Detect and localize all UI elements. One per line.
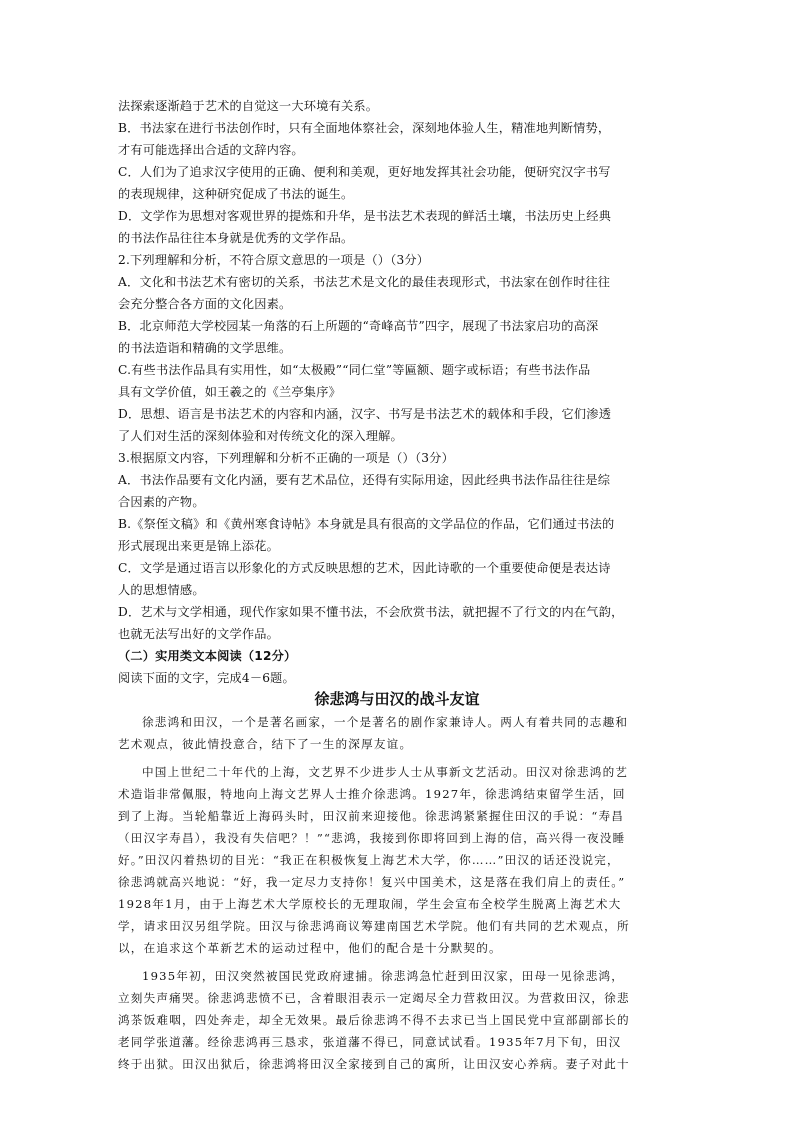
passage-p2-line: 到了上海。当轮船靠近上海码头时，田汉前来迎接他。徐悲鸿紧紧握住田汉的手说：“寿昌 — [118, 809, 625, 823]
section-heading: （二）实用类文本阅读（12分） — [118, 649, 297, 663]
passage-p2-line: 术造诣非常佩服，特地向上海文艺界人士推介徐悲鸿。1927年，徐悲鸿结束留学生活，回 — [118, 787, 626, 801]
passage-p2-line: 1928年1月，由于上海艺术大学原校长的无理取闹，学生会宣布全校学生脱离上海艺术大 — [118, 897, 622, 911]
q3-option-c-cont: 人的思想情感。 — [118, 583, 205, 597]
q2-option-b-cont: 的书法造诣和精确的文学思维。 — [118, 341, 292, 355]
q1-option-a-tail: 法探索逐渐趋于艺术的自觉这一大环境有关系。 — [118, 99, 379, 113]
section-instruction: 阅读下面的文字，完成4－6题。 — [118, 671, 295, 685]
q3-option-a: A．书法作品要有文化内涵，要有艺术品位，还得有实际用途，因此经典书法作品往往是综 — [118, 473, 611, 487]
q1-option-d-cont: 的书法作品往往本身就是优秀的文学作品。 — [118, 231, 354, 245]
q1-option-b: B．书法家在进行书法创作时，只有全面地体察社会，深刻地体验人生，精准地判断情势， — [118, 121, 611, 135]
q3-option-d-cont: 也就无法写出好的文学作品。 — [118, 627, 280, 641]
q2-option-d-cont: 了人们对生活的深刻体验和对传统文化的深入理解。 — [118, 429, 403, 443]
passage-p3-line: 终于出狱。田汉出狱后，徐悲鸿将田汉全家接到自己的寓所，让田汉安心养病。妻子对此十 — [118, 1057, 630, 1071]
q2-option-d: D．思想、语言是书法艺术的内容和内涵，汉字、书写是书法艺术的载体和手段，它们渗透 — [118, 407, 612, 421]
q2-option-c: C.有些书法作品具有实用性，如“太极殿”“同仁堂”等匾额、题字或标语；有些书法作品 — [118, 363, 591, 377]
passage-p1-line: 艺术观点，彼此情投意合，结下了一生的深厚友谊。 — [118, 737, 413, 751]
q3-option-d: D．艺术与文学相通，现代作家如果不懂书法，不会欣赏书法，就把握不了行文的内在气韵， — [118, 605, 624, 619]
q2-option-b: B．北京师范大学校园某一角落的石上所题的“奇峰高节”四字，展现了书法家启功的高深 — [118, 319, 599, 333]
passage-p3-line: 立刻失声痛哭。徐悲鸿悲愤不已，含着眼泪表示一定竭尽全力营救田汉。为营救田汉，徐悲 — [118, 991, 630, 1005]
passage-title: 徐悲鸿与田汉的战斗友谊 — [314, 690, 480, 708]
passage-p1-line: 徐悲鸿和田汉，一个是著名画家，一个是著名的剧作家兼诗人。两人有着共同的志趣和 — [142, 715, 629, 729]
q1-option-c-cont: 的表现规律，这种研究促成了书法的诞生。 — [118, 187, 354, 201]
q3-option-c: C．文学是通过语言以形象化的方式反映思想的艺术，因此诗歌的一个重要使命便是表达诗 — [118, 561, 611, 575]
q3-stem: 3.根据原文内容，下列理解和分析不正确的一项是（）（3分） — [118, 451, 454, 465]
passage-p2-line: 好。”田汉闪着热切的目光：“我正在积极恢复上海艺术大学，你……”田汉的话还没说完， — [118, 853, 620, 867]
q3-option-a-cont: 合因素的产物。 — [118, 495, 205, 509]
q2-option-c-cont: 具有文学价值，如王羲之的《兰亭集序》 — [118, 385, 341, 399]
passage-p2-line: 以，在追求这个革新艺术的运动过程中，他们的配合是十分默契的。 — [118, 941, 502, 955]
q2-stem: 2.下列理解和分析，不符合原文意思的一项是（）（3分） — [118, 253, 430, 267]
q1-option-c: C．人们为了追求汉字使用的正确、便利和美观，更好地发挥其社会功能，便研究汉字书写 — [118, 165, 611, 179]
passage-p3-line: 1935年初，田汉突然被国民党政府逮捕。徐悲鸿急忙赶到田汉家，田母一见徐悲鸿， — [142, 969, 625, 983]
q1-option-b-cont: 才有可能选择出合适的文辞内容。 — [118, 143, 304, 157]
passage-p2-line: 学，请求田汉另组学院。田汉与徐悲鸿商议筹建南国艺术学院。他们有共同的艺术观点，所 — [118, 919, 630, 933]
passage-p2-line: 徐悲鸿就高兴地说：“好，我一定尽力支持你！复兴中国美术，这是落在我们肩上的责任。” — [118, 875, 626, 889]
passage-p2-line: 中国上世纪二十年代的上海，文艺界不少进步人士从事新文艺活动。田汉对徐悲鸿的艺 — [142, 765, 629, 779]
q1-option-d: D．文学作为思想对客观世界的提炼和升华，是书法艺术表现的鲜活土壤，书法历史上经典 — [118, 209, 612, 223]
q3-option-b-cont: 形式展现出来更是锦上添花。 — [118, 539, 280, 553]
passage-p3-line: 鸿茶饭难咽，四处奔走，却全无效果。最后徐悲鸿不得不去求已当上国民党中宣部副部长的 — [118, 1013, 630, 1027]
q3-option-b: B.《祭侄文稿》和《黄州寒食诗帖》本身就是具有很高的文学品位的作品，它们通过书法的 — [118, 517, 615, 531]
passage-p3-line: 老同学张道藩。经徐悲鸿再三恳求，张道藩不得已，同意试试看。1935年7月下旬，田汉 — [118, 1035, 622, 1049]
q2-option-a-cont: 会充分整合各方面的文化因素。 — [118, 297, 292, 311]
passage-p2-line: （田汉字寿昌），我没有失信吧？！”“悲鸿，我接到你即将回到上海的信，高兴得一夜没睡 — [118, 831, 626, 845]
q2-option-a: A．文化和书法艺术有密切的关系，书法艺术是文化的最佳表现形式，书法家在创作时往往 — [118, 275, 611, 289]
